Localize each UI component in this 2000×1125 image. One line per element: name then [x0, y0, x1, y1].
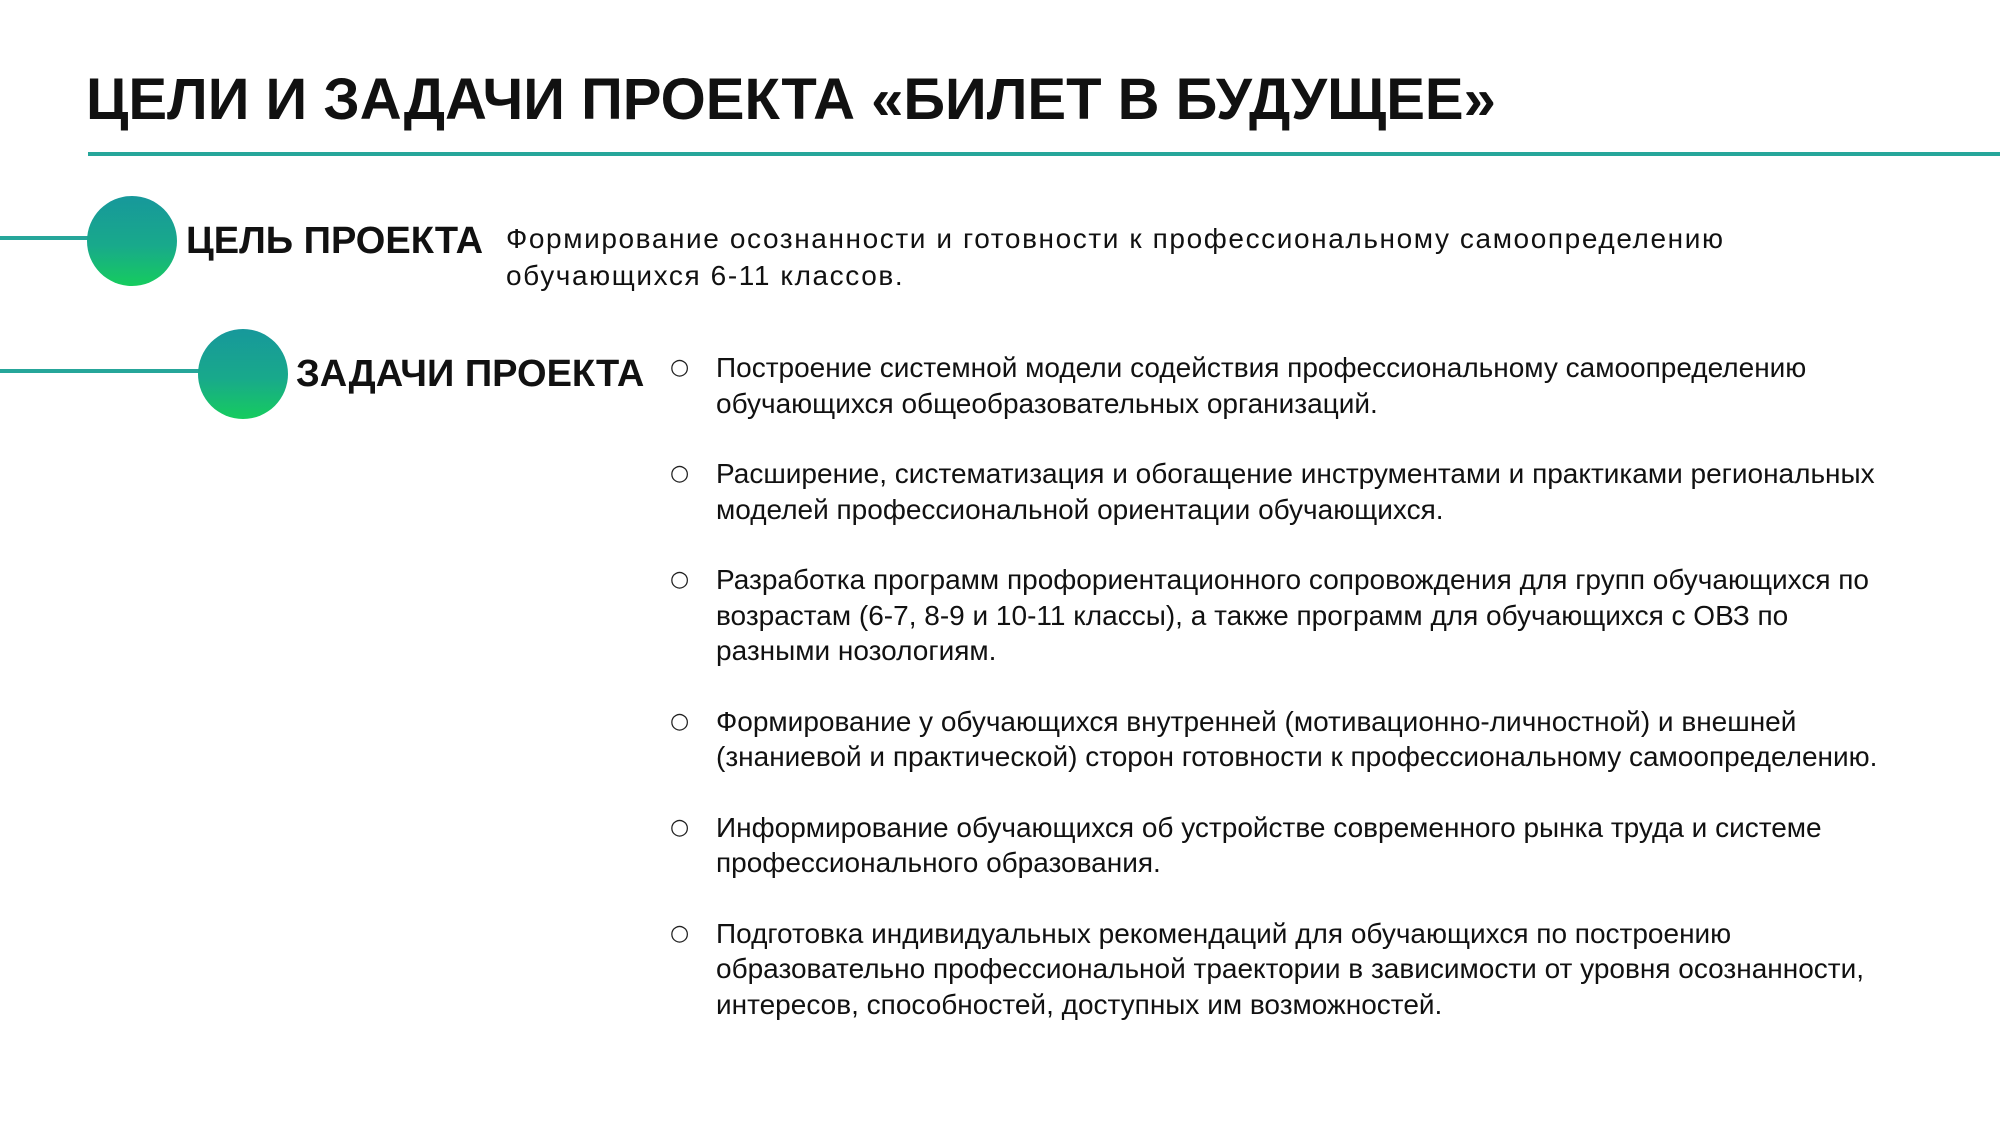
- title-underline: [88, 152, 2000, 156]
- tasks-connector-line: [0, 369, 200, 373]
- task-text: Разработка программ профориентационного сопровождения для групп обучающихся по возрастам (6-7, 8-9 и 10-11 классы), а также программ для обучающихся с ОВЗ по разными нозологиям.: [716, 564, 1869, 666]
- task-text: Подготовка индивидуальных рекомендаций для обучающихся по построению образовательно профессиональной траектории в зависимости от уровня осознанности, интересов, способностей, доступных им возможностей.: [716, 917, 1865, 1020]
- task-text: Расширение, систематизация и обогащение инструментами и практиками региональных моделей профессиональной ориентации обучающихся.: [716, 458, 1875, 525]
- bullet-circle-icon: ○: [670, 461, 690, 486]
- task-text: Формирование у обучающихся внутренней (мотивационно-личностной) и внешней (знаниевой и практической) сторон готовности к профессиональному самоопределению.: [716, 705, 1878, 772]
- goal-label: ЦЕЛЬ ПРОЕКТА: [186, 220, 484, 262]
- task-item: [660, 916, 1900, 1023]
- task-text: Построение системной модели содействия профессиональному самоопределению обучающихся общеобразовательных организаций.: [716, 352, 1807, 419]
- bullet-circle-icon: ○: [670, 567, 690, 592]
- task-item: [660, 562, 1900, 669]
- task-item: [660, 810, 1900, 881]
- bullet-circle-icon: ○: [670, 920, 690, 946]
- goal-text: Формирование осознанности и готовности к профессиональному самоопределению обучающихся 6-11 классов.: [506, 223, 1725, 291]
- tasks-list: [660, 350, 1900, 1057]
- page-title: ЦЕЛИ И ЗАДАЧИ ПРОЕКТА «БИЛЕТ В БУДУЩЕЕ»: [86, 67, 1496, 132]
- bullet-circle-icon: ○: [670, 708, 690, 734]
- task-item: [660, 456, 1900, 527]
- bullet-circle-icon: ○: [670, 355, 690, 380]
- tasks-label: ЗАДАЧИ ПРОЕКТА: [296, 353, 645, 395]
- goal-connector-line: [0, 236, 90, 240]
- bullet-circle-icon: ○: [670, 814, 690, 840]
- task-item: [660, 350, 1900, 421]
- goal-circle-icon: [87, 196, 177, 286]
- task-item: [660, 704, 1900, 775]
- task-text: Информирование обучающихся об устройстве современного рынка труда и системе профессионального образования.: [716, 811, 1822, 878]
- tasks-circle-icon: [198, 329, 288, 419]
